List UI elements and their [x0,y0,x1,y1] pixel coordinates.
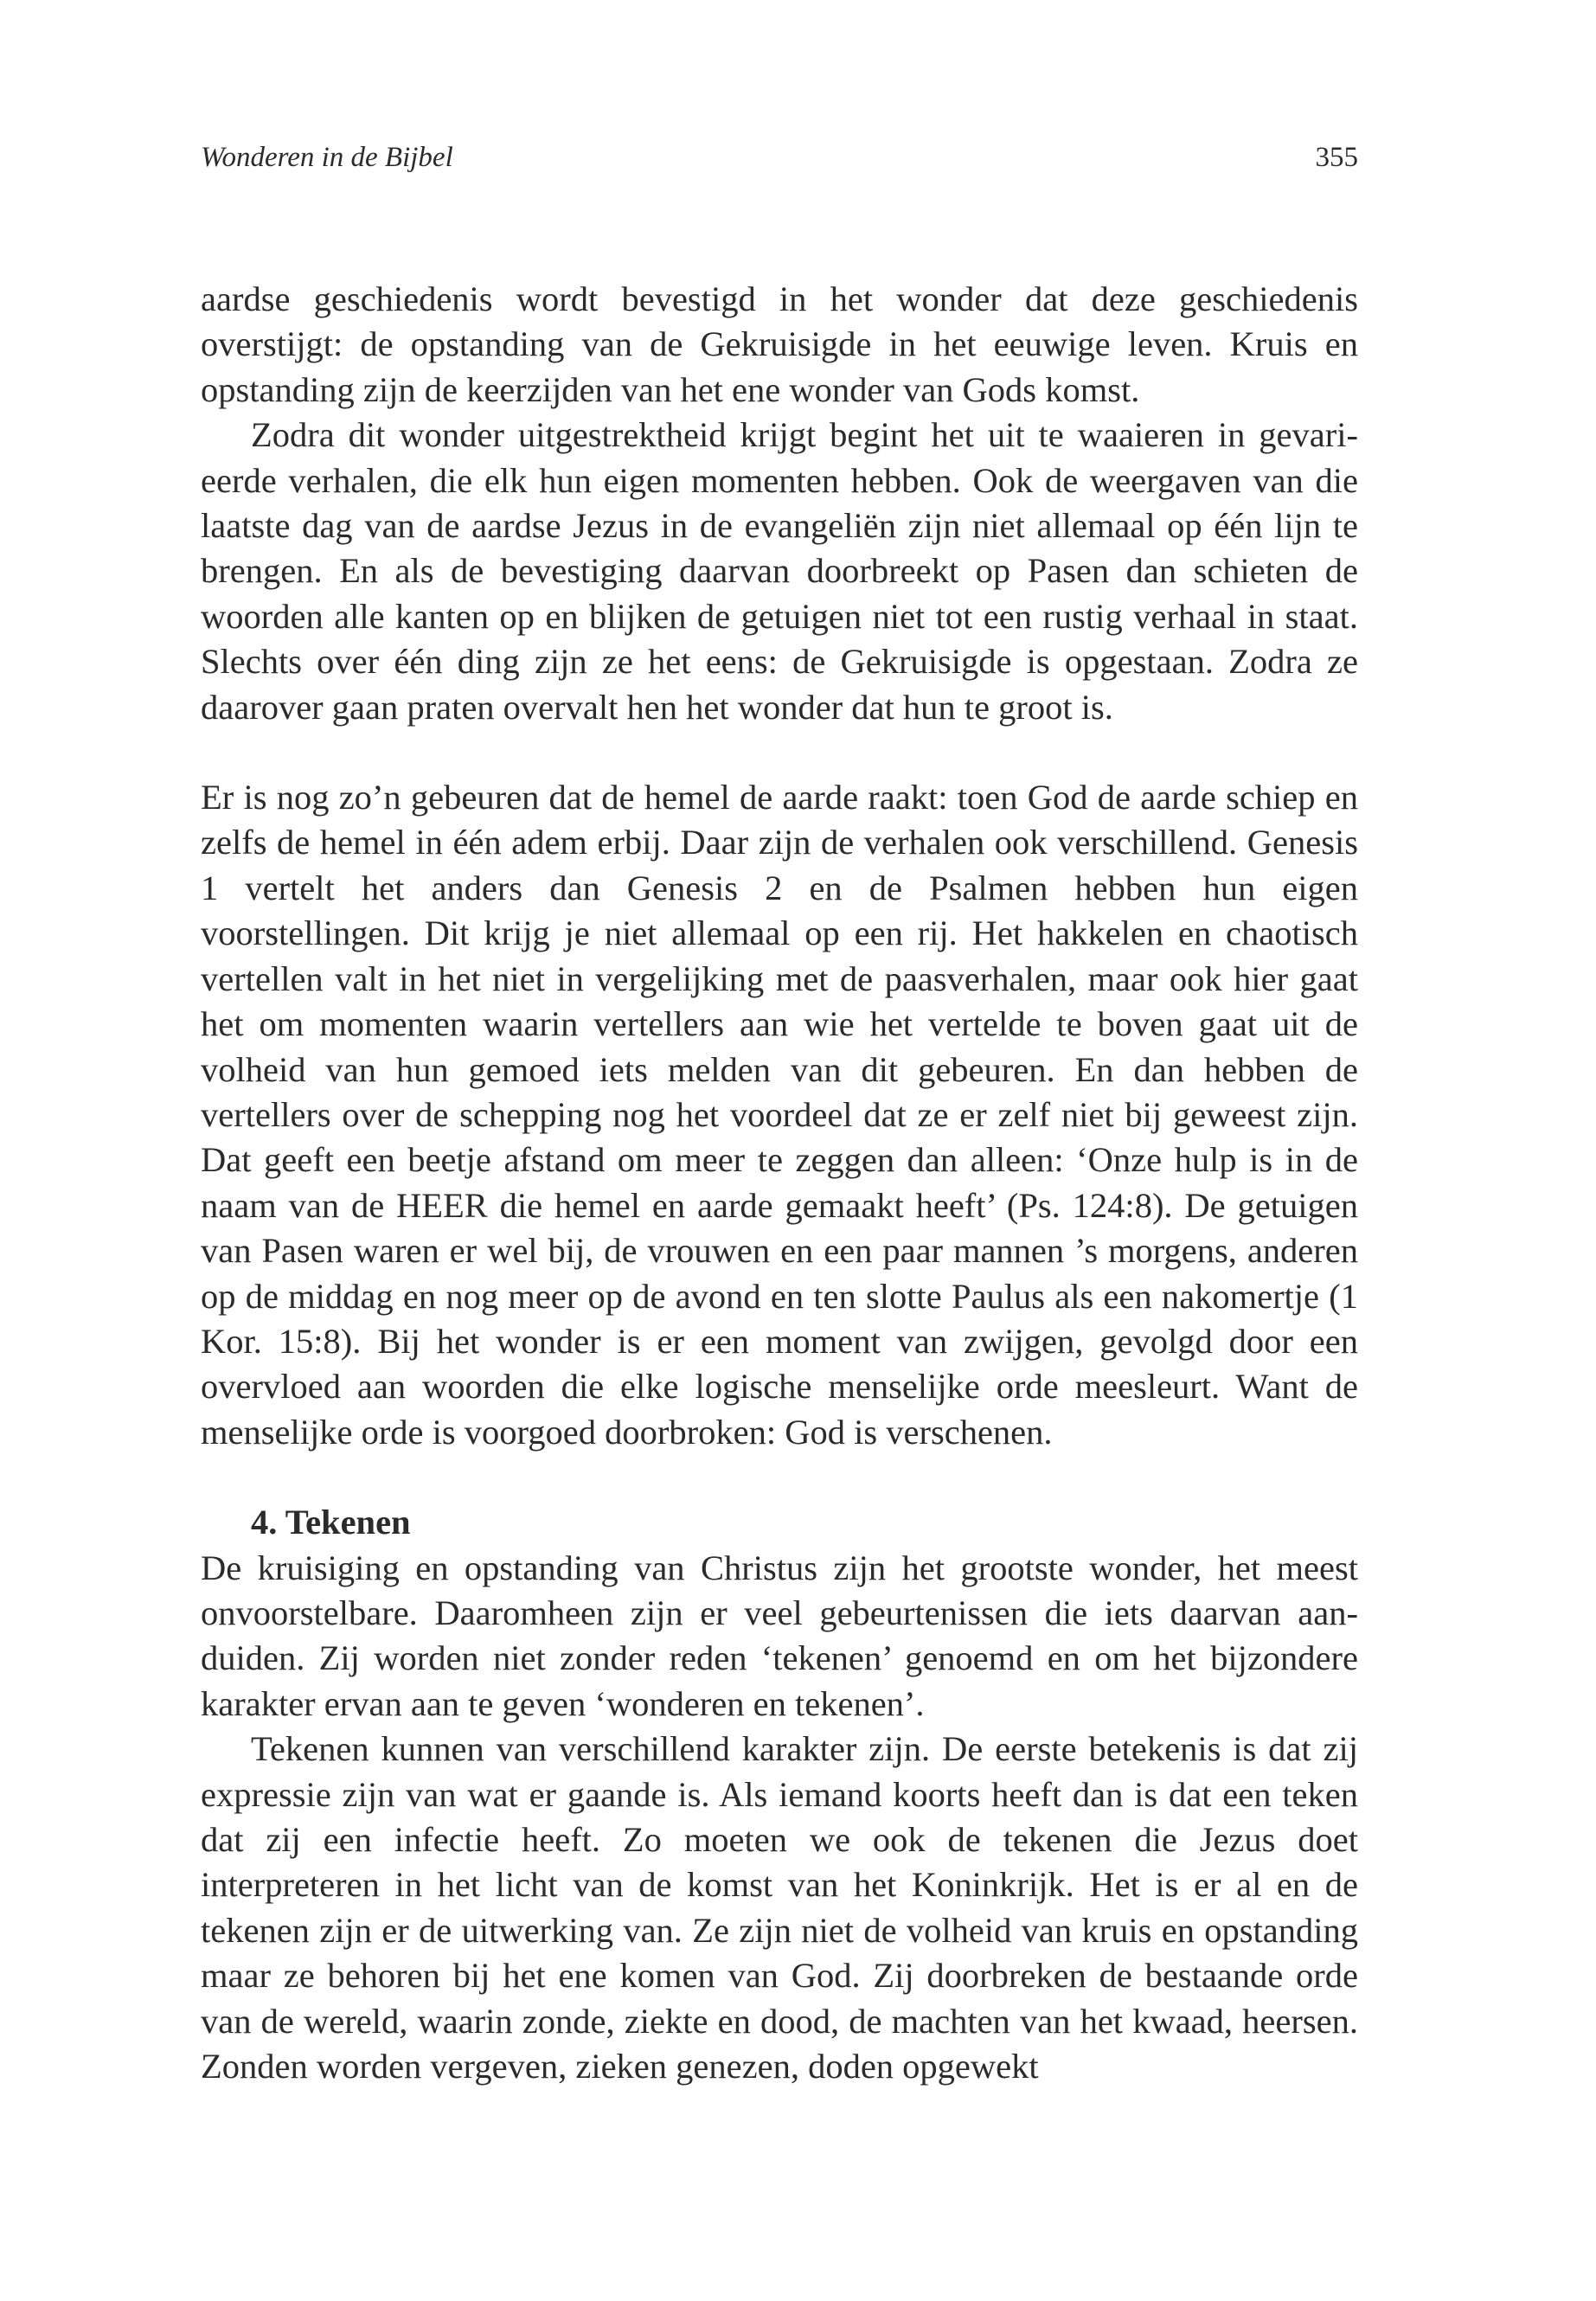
body-text [201,277,1358,2089]
running-header [201,138,1358,176]
running-title: Wonderen in de Bijbel [201,142,453,173]
paragraph-5: Tekenen kunnen van verschillend karakter zijn. De eerste betekenis is dat zij expressie zijn van wat er gaande is. Als iemand koorts heeft dan is dat een teken dat zij een infectie heeft. Zo moeten we ook de tekenen die Jezus doet interpreteren in het licht van de komst van het Koninkrijk. Het is er al en de tekenen zijn er de uitwerking van. Ze zijn niet de volheid van kruis en opstanding maar ze behoren bij het ene komen van God. Zij doorbreken de bestaande orde van de wereld, waarin zonde, ziekte en dood, de machten van het kwaad, heersen. Zonden worden vergeven, zieken genezen, doden opgewekt [201,1729,1358,2086]
paragraph-2: Zodra dit wonder uitgestrektheid krijgt begint het uit te waaieren in gevarieerde verhalen, die elk hun eigen momenten hebben. Ook de weergaven van die laatste dag van de aardse Jezus in de evangeliën zijn niet allemaal op één lijn te brengen. En als de bevestiging daarvan doorbreekt op Pasen dan schieten de woorden alle kanten op en blijken de getuigen niet tot een rustig verhaal in staat. Slechts over één ding zijn ze het eens: de Gekruisigde is opgestaan. Zodra ze daarover gaan praten overvalt hen het wonder dat hun te groot is. [201,415,1358,727]
section-heading: 4. Tekenen [251,1503,411,1542]
paragraph-4: De kruisiging en opstanding van Christus zijn het grootste wonder, het meest onvoorstelbare. Daaromheen zijn er veel gebeurtenissen die iets daarvan aanduiden. Zij worden niet zonder reden ‘tekenen’ genoemd en om het bijzondere karakter ervan aan te geven ‘wonderen en tekenen’. [201,1548,1358,1723]
paragraph-1: aardse geschiedenis wordt bevestigd in het wonder dat deze geschiedenis overstijgt: de opstanding van de Gekruisigde in het eeuwige leven. Kruis en opstanding zijn de keerzijden van het ene wonder van Gods komst. [201,279,1358,409]
paragraph-3: Er is nog zo’n gebeuren dat de hemel de aarde raakt: toen God de aarde schiep en zelfs de hemel in één adem erbij. Daar zijn de verhalen ook verschillend. Genesis 1 vertelt het anders dan Genesis 2 en de Psalmen hebben hun eigen voorstellingen. Dit krijg je niet allemaal op een rij. Het hakkelen en chaotisch vertellen valt in het niet in vergelijking met de paasverhalen, maar ook hier gaat het om momenten waarin vertellers aan wie het vertelde te boven gaat uit de volheid van hun gemoed iets melden van dit gebeuren. En dan hebben de vertellers over de schepping nog het voordeel dat ze er zelf niet bij geweest zijn. Dat geeft een beetje afstand om meer te zeggen dan alleen: ‘Onze hulp is in de naam van de HEER die hemel en aarde gemaakt heeft’ (Ps. 124:8). De getuigen van Pasen waren er wel bij, de vrouwen en een paar mannen ’s morgens, anderen op de middag en nog meer op de avond en ten slotte Paulus als een nakomertje (1 Kor. 15:8). Bij het wonder is er een moment van zwijgen, gevolgd door een overvloed aan woorden die elke logische menselijke orde meesleurt. Want de menselijke orde is voorgoed doorbroken: God is verschenen. [201,778,1358,1452]
page-number: 355 [1315,142,1358,173]
